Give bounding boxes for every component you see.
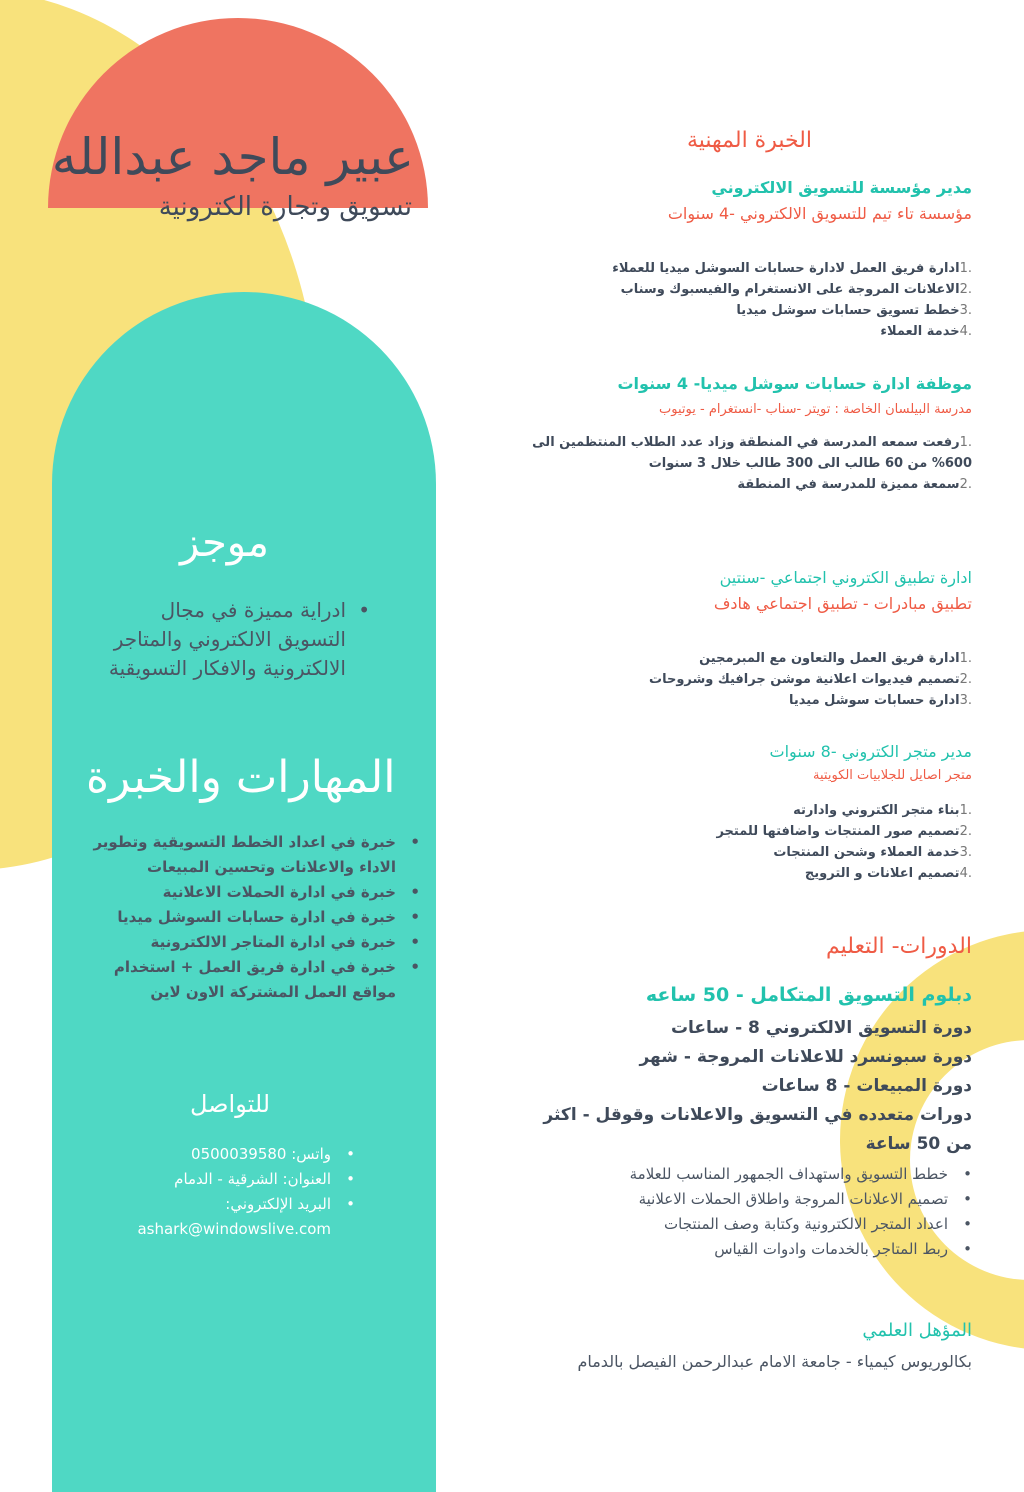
education-text: بكالوريوس كيمياء - جامعة الامام عبدالرحمن الفيصل بالدمام xyxy=(577,1352,972,1371)
job-title: مدير مؤسسة للتسويق الالكتروني xyxy=(711,178,972,197)
education-title: المؤهل العلمي xyxy=(862,1320,972,1341)
skill-item: • خبرة في ادارة المتاجر الالكترونية xyxy=(70,930,420,955)
duty-item: .3خطط تسويق حسابات سوشل ميديا xyxy=(736,303,972,318)
candidate-subtitle: تسويق وتجارة الكترونية xyxy=(158,192,412,222)
course-main: دبلوم التسويق المتكامل - 50 ساعه xyxy=(645,984,972,1006)
job-duties xyxy=(532,258,972,342)
duty-item: .2سمعة مميزة للمدرسة في المنطقة xyxy=(737,477,972,492)
duty-item: .2تصميم فيديوات اعلانية موشن جرافيك وشروحات xyxy=(649,672,972,687)
topic-item: • اعداد المتجر الالكترونية وكتابة وصف المنتجات xyxy=(532,1212,972,1237)
contact-title: للتواصل xyxy=(190,1090,271,1118)
duty-item: .1بناء متجر الكتروني وادارته xyxy=(793,803,972,818)
job-title: ادارة تطبيق الكتروني اجتماعي -سنتين xyxy=(719,568,972,587)
duty-item: .4خدمة العملاء xyxy=(880,324,972,339)
course-line: دورة التسويق الالكتروني 8 - ساعات xyxy=(670,1018,972,1038)
contact-address: • العنوان: الشرقية - الدمام xyxy=(110,1167,355,1192)
skill-item: • خبرة في ادارة حسابات السوشل ميديا xyxy=(70,905,420,930)
summary-item: • ادراية مميزة في مجال التسويق الالكتروني والمتاجر الالكترونية والافكار التسويقية xyxy=(100,596,370,683)
skills-title: المهارات والخبرة xyxy=(86,752,396,803)
duty-item: .1ادارة فريق العمل لادارة حسابات السوشل ميديا للعملاء xyxy=(612,261,972,276)
job-duties xyxy=(532,800,972,884)
job-title: مدير متجر الكتروني -8 سنوات xyxy=(769,742,972,761)
topic-item: • تصميم الاعلانات المروجة واطلاق الحملات الاعلانية xyxy=(532,1187,972,1212)
contact-list xyxy=(110,1142,355,1242)
course-lines xyxy=(522,1014,972,1159)
duty-item: .3ادارة حسابات سوشل ميديا xyxy=(789,693,972,708)
course-line: دورات متعدده في التسويق والاعلانات وقوقل - اكثر من 50 ساعة xyxy=(543,1105,972,1154)
job-title: موظفة ادارة حسابات سوشل ميديا- 4 سنوات xyxy=(617,374,972,393)
duty-item: .4تصميم اعلانات و الترويج xyxy=(804,866,972,881)
topic-item: • خطط التسويق واستهداف الجمهور المناسب للعلامة xyxy=(532,1162,972,1187)
experience-title: الخبرة المهنية xyxy=(686,128,812,153)
summary-list xyxy=(100,596,390,683)
job-duties xyxy=(512,432,972,495)
courses-title: الدورات- التعليم xyxy=(826,934,972,959)
skills-list xyxy=(70,830,420,1005)
job-duties xyxy=(532,648,972,711)
skill-item: • خبرة في ادارة فريق العمل + استخدام مواقع العمل المشتركة الاون لاين xyxy=(70,955,420,1005)
contact-email[interactable]: • البريد الإلكتروني: ashark@windowslive.com xyxy=(110,1192,355,1242)
skill-item: • خبرة في اعداد الخطط التسويقية وتطوير الاداء والاعلانات وتحسين المبيعات xyxy=(70,830,420,880)
duty-item: .1ادارة فريق العمل والتعاون مع المبرمجين xyxy=(699,651,972,666)
course-line: دورة سبونسرد للاعلانات المروجة - شهر xyxy=(639,1047,972,1067)
topic-item: • ربط المتاجر بالخدمات وادوات القياس xyxy=(532,1237,972,1262)
skill-item: • خبرة في ادارة الحملات الاعلانية xyxy=(70,880,420,905)
job-org: مدرسة البيلسان الخاصة : تويتر -سناب -انستغرام - يوتيوب xyxy=(659,402,972,417)
duty-item: .1رفعت سمعه المدرسة في المنطقة وزاد عدد الطلاب المنتظمين الى 600% من 60 طالب الى 300 طالب خلال 3 سنوات xyxy=(532,435,972,471)
candidate-name: عبير ماجد عبدالله xyxy=(51,128,414,186)
course-line: دورة المبيعات - 8 ساعات xyxy=(761,1076,972,1096)
summary-title: موجز xyxy=(180,520,269,566)
job-org: تطبيق مبادرات - تطبيق اجتماعي هادف xyxy=(713,594,972,613)
duty-item: .3خدمة العملاء وشحن المنتجات xyxy=(773,845,972,860)
duty-item: .2الاعلانات المروجة على الانستغرام والفيسبوك وسناب xyxy=(620,282,972,297)
course-topics xyxy=(532,1162,972,1262)
contact-phone[interactable]: • واتس: 0500039580 xyxy=(110,1142,355,1167)
job-org: متجر اصايل للجلابيات الكويتية xyxy=(813,768,972,783)
job-org: مؤسسة تاء تيم للتسويق الالكتروني -4 سنوات xyxy=(667,204,972,223)
duty-item: .2تصميم صور المنتجات واضافتها للمتجر xyxy=(716,824,972,839)
